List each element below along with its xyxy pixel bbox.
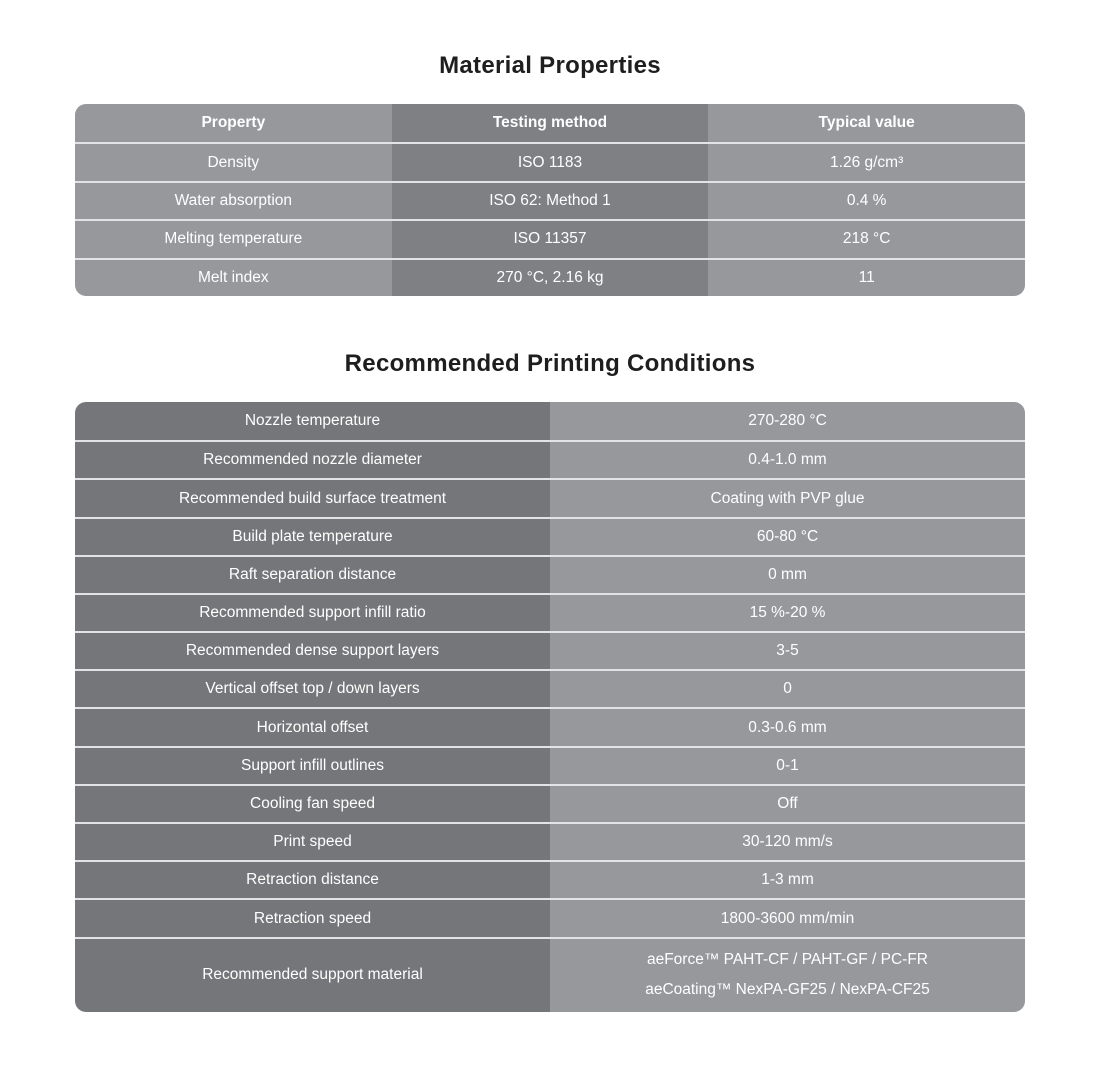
condition-value: 0 mm bbox=[550, 555, 1025, 593]
testing-method: ISO 11357 bbox=[392, 219, 709, 257]
condition-label: Print speed bbox=[75, 822, 550, 860]
support-material-line-2: aeCoating™ NexPA-GF25 / NexPA-CF25 bbox=[645, 981, 930, 999]
printing-conditions-table bbox=[75, 402, 1025, 1012]
material-properties-table bbox=[75, 104, 1025, 296]
testing-method: ISO 1183 bbox=[392, 142, 709, 180]
property-name: Water absorption bbox=[75, 181, 392, 219]
typical-value: 1.26 g/cm³ bbox=[708, 142, 1025, 180]
condition-label: Retraction distance bbox=[75, 860, 550, 898]
condition-label: Recommended nozzle diameter bbox=[75, 440, 550, 478]
condition-value: 0-1 bbox=[550, 746, 1025, 784]
condition-value: 30-120 mm/s bbox=[550, 822, 1025, 860]
condition-label: Raft separation distance bbox=[75, 555, 550, 593]
column-header-typical-value: Typical value bbox=[708, 104, 1025, 142]
condition-label: Recommended build surface treatment bbox=[75, 478, 550, 516]
property-name: Melting temperature bbox=[75, 219, 392, 257]
condition-value: Off bbox=[550, 784, 1025, 822]
condition-value: Coating with PVP glue bbox=[550, 478, 1025, 516]
condition-label: Support infill outlines bbox=[75, 746, 550, 784]
printing-conditions-title: Recommended Printing Conditions bbox=[344, 349, 756, 377]
condition-value: 1800-3600 mm/min bbox=[550, 898, 1025, 936]
condition-label: Recommended support material bbox=[75, 937, 550, 1012]
column-header-testing-method: Testing method bbox=[392, 104, 709, 142]
support-material-line-1: aeForce™ PAHT-CF / PAHT-GF / PC-FR bbox=[646, 951, 929, 969]
condition-label: Nozzle temperature bbox=[75, 402, 550, 440]
material-properties-title: Material Properties bbox=[439, 52, 661, 79]
condition-value: 3-5 bbox=[550, 631, 1025, 669]
condition-label: Horizontal offset bbox=[75, 707, 550, 745]
condition-value: 0.4-1.0 mm bbox=[550, 440, 1025, 478]
testing-method: ISO 62: Method 1 bbox=[392, 181, 709, 219]
condition-label: Cooling fan speed bbox=[75, 784, 550, 822]
typical-value: 0.4 % bbox=[708, 181, 1025, 219]
property-name: Density bbox=[75, 142, 392, 180]
property-name: Melt index bbox=[75, 258, 392, 296]
condition-label: Vertical offset top / down layers bbox=[75, 669, 550, 707]
condition-value: 0.3-0.6 mm bbox=[550, 707, 1025, 745]
typical-value: 218 °C bbox=[708, 219, 1025, 257]
condition-value bbox=[550, 937, 1025, 1012]
condition-label: Build plate temperature bbox=[75, 517, 550, 555]
condition-value: 270-280 °C bbox=[550, 402, 1025, 440]
column-header-property: Property bbox=[75, 104, 392, 142]
condition-value: 1-3 mm bbox=[550, 860, 1025, 898]
condition-value: 60-80 °C bbox=[550, 517, 1025, 555]
condition-label: Recommended dense support layers bbox=[75, 631, 550, 669]
condition-value: 0 bbox=[550, 669, 1025, 707]
condition-value: 15 %-20 % bbox=[550, 593, 1025, 631]
condition-label: Retraction speed bbox=[75, 898, 550, 936]
typical-value: 11 bbox=[708, 258, 1025, 296]
testing-method: 270 °C, 2.16 kg bbox=[392, 258, 709, 296]
condition-label: Recommended support infill ratio bbox=[75, 593, 550, 631]
